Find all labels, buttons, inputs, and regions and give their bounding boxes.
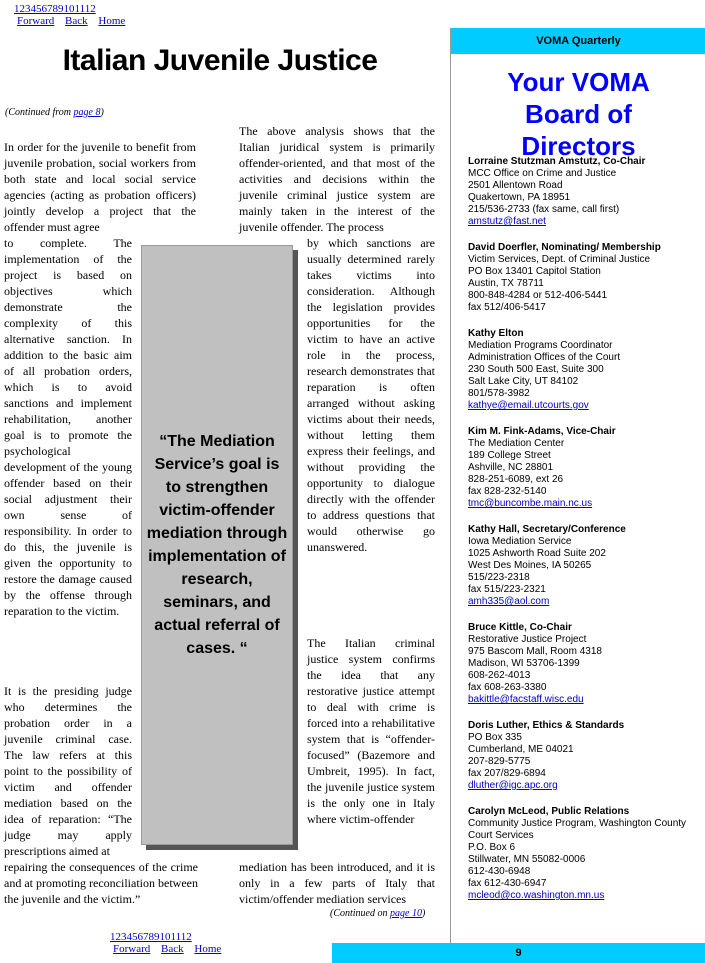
director-detail: 975 Bascom Mall, Room 4318 — [468, 646, 602, 657]
page-number-links-bottom — [110, 931, 229, 943]
director-name: Carolyn McLeod, Public Relations — [468, 806, 630, 817]
director-detail: PO Box 13401 Capitol Station — [468, 266, 601, 277]
director-detail: 612-430-6948 — [468, 866, 531, 877]
right-column-narrow-1: by which sanctions are usually determined rarely takes victims into consideration. Although the legislation provides opportunities for the victim to have an active role in the process, research demonstrates that reparation is often arranged without asking victims about their needs, without letting them express their feelings, and without providing the opportunity to dialogue directly with the offender to address questions that would otherwise go unanswered. — [307, 236, 435, 554]
right-column-bottom: mediation has been introduced, and it is only in a few parts of Italy that victim/offender mediation services — [239, 860, 435, 906]
director-email-link[interactable]: mcleod@co.washington.mn.us — [468, 890, 605, 901]
page-link-5[interactable]: 5 — [132, 931, 138, 943]
director-detail: 608-262-4013 — [468, 670, 531, 681]
page-link-2[interactable]: 2 — [19, 3, 25, 15]
director-entry — [468, 622, 703, 706]
director-detail: fax 512/406-5417 — [468, 302, 546, 313]
director-detail: 2501 Allentown Road — [468, 180, 563, 191]
director-entry — [468, 806, 703, 902]
page-link-5[interactable]: 5 — [36, 3, 42, 15]
director-detail: Austin, TX 78711 — [468, 278, 544, 289]
page-link-1[interactable]: 1 — [14, 3, 20, 15]
director-detail: West Des Moines, IA 50265 — [468, 560, 592, 571]
director-email-link[interactable]: amh335@aol.com — [468, 596, 550, 607]
director-detail: fax 515/223-2321 — [468, 584, 546, 595]
director-detail: Cumberland, ME 04021 — [468, 744, 574, 755]
director-entry — [468, 156, 703, 228]
page-link-3[interactable]: 3 — [121, 931, 127, 943]
director-detail: Mediation Programs Coordinator — [468, 340, 613, 351]
page-link-1[interactable]: 1 — [110, 931, 116, 943]
director-detail: The Mediation Center — [468, 438, 565, 449]
page-link-11[interactable]: 11 — [170, 931, 181, 943]
director-detail: 189 College Street — [468, 450, 551, 461]
director-detail: Victim Services, Dept. of Criminal Justice — [468, 254, 651, 265]
page-link-9[interactable]: 9 — [58, 3, 64, 15]
director-name: Bruce Kittle, Co-Chair — [468, 622, 572, 633]
continued-from: (Continued from page 8) — [5, 107, 104, 118]
page-link-6[interactable]: 6 — [41, 3, 47, 15]
page-link-10[interactable]: 10 — [159, 931, 171, 943]
page-link-10[interactable]: 10 — [63, 3, 75, 15]
page-link-11[interactable]: 11 — [74, 3, 85, 15]
continued-on-link[interactable]: page 10 — [390, 908, 422, 919]
left-column-top: In order for the juvenile to benefit from juvenile probation, social workers from both state and local social service agencies (acting as probation officers) jointly develop a project that the offender must agree — [4, 140, 196, 234]
page-link-4[interactable]: 4 — [30, 3, 36, 15]
director-detail: MCC Office on Crime and Justice — [468, 168, 617, 179]
newsletter-header: VOMA Quarterly — [451, 28, 705, 54]
right-column-top: The above analysis shows that the Italian juridical system is primarily offender-oriented, and that most of the activities and decisions within the juvenile criminal justice system are mainly taken in the interest of the juvenile offender. The process — [239, 124, 435, 234]
pull-quote-text: “The Mediation Service’s goal is to strengthen victim-offender mediation through implementation of research, seminars, and actual referral of cases. “ — [146, 433, 288, 657]
director-detail: Iowa Mediation Service — [468, 536, 572, 547]
director-detail: Administration Offices of the Court — [468, 352, 621, 363]
director-detail: PO Box 335 — [468, 732, 522, 743]
director-detail: Madison, WI 53706-1399 — [468, 658, 580, 669]
page-link-6[interactable]: 6 — [137, 931, 143, 943]
director-email-link[interactable]: dluther@igc.apc.org — [468, 780, 558, 791]
director-detail: fax 612-430-6947 — [468, 878, 547, 889]
page-link-7[interactable]: 7 — [143, 931, 149, 943]
director-detail: fax 608-263-3380 — [468, 682, 547, 693]
forward-link-bottom[interactable]: Forward — [113, 943, 151, 955]
director-detail: 207-829-5775 — [468, 756, 531, 767]
director-detail: 515/223-2318 — [468, 572, 530, 583]
back-link[interactable]: Back — [65, 15, 88, 27]
board-title: Your VOMA Board of Directors — [507, 67, 650, 161]
director-detail: Stillwater, MN 55082-0006 — [468, 854, 586, 865]
page-link-2[interactable]: 2 — [115, 931, 121, 943]
continued-from-link[interactable]: page 8 — [73, 107, 101, 118]
director-detail: fax 828-232-5140 — [468, 486, 547, 497]
director-detail: 800-848-4284 or 512-406-5441 — [468, 290, 607, 301]
director-email-link[interactable]: kathye@email.utcourts.gov — [468, 400, 589, 411]
page-link-9[interactable]: 9 — [154, 931, 160, 943]
home-link[interactable]: Home — [98, 15, 126, 27]
director-name: David Doerfler, Nominating/ Membership — [468, 242, 661, 253]
page-number-links — [14, 3, 133, 15]
page-link-12[interactable]: 12 — [84, 3, 96, 15]
left-column-narrow-2: It is the presiding judge who determines the probation order in a juvenile criminal case. The law refers at this point to the possibility of victim and offender mediation based on the idea of reparation: “The judge may apply prescriptions aimed at — [4, 684, 132, 858]
directors-list — [468, 156, 703, 916]
left-column-bottom: repairing the consequences of the crime and at promoting reconciliation between the juvenile and the victim.” — [4, 860, 198, 906]
director-entry — [468, 720, 703, 792]
page-link-8[interactable]: 8 — [148, 931, 154, 943]
director-detail: Restorative Justice Project — [468, 634, 587, 645]
sidebar — [450, 28, 705, 963]
director-detail: Salt Lake City, UT 84102 — [468, 376, 579, 387]
director-entry — [468, 328, 703, 412]
director-detail: 215/536-2733 (fax same, call first) — [468, 204, 620, 215]
page-link-4[interactable]: 4 — [126, 931, 132, 943]
page-link-7[interactable]: 7 — [47, 3, 53, 15]
back-link-bottom[interactable]: Back — [161, 943, 184, 955]
director-detail: 230 South 500 East, Suite 300 — [468, 364, 604, 375]
director-entry — [468, 242, 703, 314]
director-name: Lorraine Stutzman Amstutz, Co-Chair — [468, 156, 646, 167]
home-link-bottom[interactable]: Home — [194, 943, 222, 955]
pull-quote-box — [141, 245, 293, 845]
director-detail: 1025 Ashworth Road Suite 202 — [468, 548, 606, 559]
director-detail: Quakertown, PA 18951 — [468, 192, 571, 203]
director-detail: Ashville, NC 28801 — [468, 462, 554, 473]
page-link-3[interactable]: 3 — [25, 3, 31, 15]
forward-link[interactable]: Forward — [17, 15, 55, 27]
director-email-link[interactable]: bakittle@facstaff.wisc.edu — [468, 694, 584, 705]
director-detail: P.O. Box 6 — [468, 842, 516, 853]
page-number: 9 — [332, 943, 705, 963]
right-column-narrow-2: The Italian criminal justice system confirms the idea that any restorative justice attempt to deal with crime is forced into a rehabilitative system that is “offender-focused” (Bazemore and Umbreit, 1995). In fact, the juvenile justice system is the only one in Italy where victim-offender — [307, 636, 435, 826]
bottom-nav — [110, 931, 229, 955]
page-link-12[interactable]: 12 — [180, 931, 192, 943]
director-detail: 801/578-3982 — [468, 388, 530, 399]
director-entry — [468, 426, 703, 510]
director-name: Kim M. Fink-Adams, Vice-Chair — [468, 426, 616, 437]
director-email-link[interactable]: tmc@buncombe.main.nc.us — [468, 498, 593, 509]
left-column-narrow-1: to complete. The implementation of the project is based on objectives which demonstrate the complexity of this alternative sanction. In addition to the basic aim of all probation orders, which is to avoid sanctions and implement rehabilitation, another goal is to promote the psychological development of the young offender based on their social adjustment their own sense of responsibility. In order to do this, the juvenile is given the opportunity to restore the damage caused by the offense through reparation to the victim. — [4, 236, 132, 618]
top-nav — [14, 3, 133, 27]
continued-on: (Continued on page 10) — [330, 908, 426, 919]
page-link-8[interactable]: 8 — [52, 3, 58, 15]
director-entry — [468, 524, 703, 608]
director-email-link[interactable]: amstutz@fast.net — [468, 216, 546, 227]
director-name: Doris Luther, Ethics & Standards — [468, 720, 625, 731]
director-detail: fax 207/829-6894 — [468, 768, 546, 779]
director-detail: Community Justice Program, Washington County Court Services — [468, 818, 687, 841]
director-name: Kathy Hall, Secretary/Conference — [468, 524, 626, 535]
director-name: Kathy Elton — [468, 328, 524, 339]
director-detail: 828-251-6089, ext 26 — [468, 474, 564, 485]
article-title: Italian Juvenile Justice — [62, 44, 378, 77]
